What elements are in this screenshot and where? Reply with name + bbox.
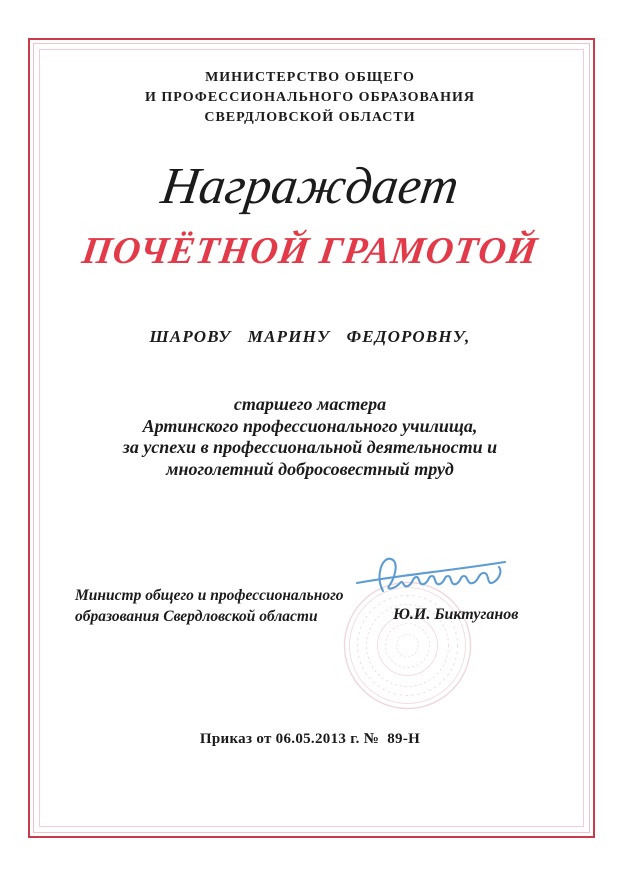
signer-name: Ю.И. Биктуганов	[393, 606, 519, 623]
ministry-header-line2: И ПРОФЕССИОНАЛЬНОГО ОБРАЗОВАНИЯ	[145, 90, 475, 105]
citation-line: Артинского профессионального училища,	[142, 415, 478, 436]
citation-text	[0, 394, 620, 480]
award-name-title: ПОЧЁТНОЙ ГРАМОТОЙ	[79, 230, 541, 272]
signer-title-line1: Министр общего и профессионального	[75, 587, 344, 604]
handwritten-signature-icon	[353, 545, 511, 603]
recipient-name: ШАРОВУ МАРИНУ ФЕДОРОВНУ,	[149, 327, 471, 346]
citation-line: старшего мастера	[233, 394, 387, 414]
award-action-word: Награждает	[157, 158, 463, 215]
ministry-header-line1: МИНИСТЕРСТВО ОБЩЕГО	[205, 70, 415, 85]
order-reference: Приказ от 06.05.2013 г. № 89-Н	[199, 731, 421, 747]
ministry-header	[0, 68, 620, 128]
citation-line: многолетний добросовестный труд	[166, 458, 454, 479]
ministry-header-line3: СВЕРДЛОВСКОЙ ОБЛАСТИ	[204, 110, 416, 125]
citation-line: за успехи в профессиональной деятельности и	[122, 437, 498, 457]
signer-title-line2: образования Свердловской области	[75, 607, 318, 625]
signer-title	[75, 586, 375, 627]
